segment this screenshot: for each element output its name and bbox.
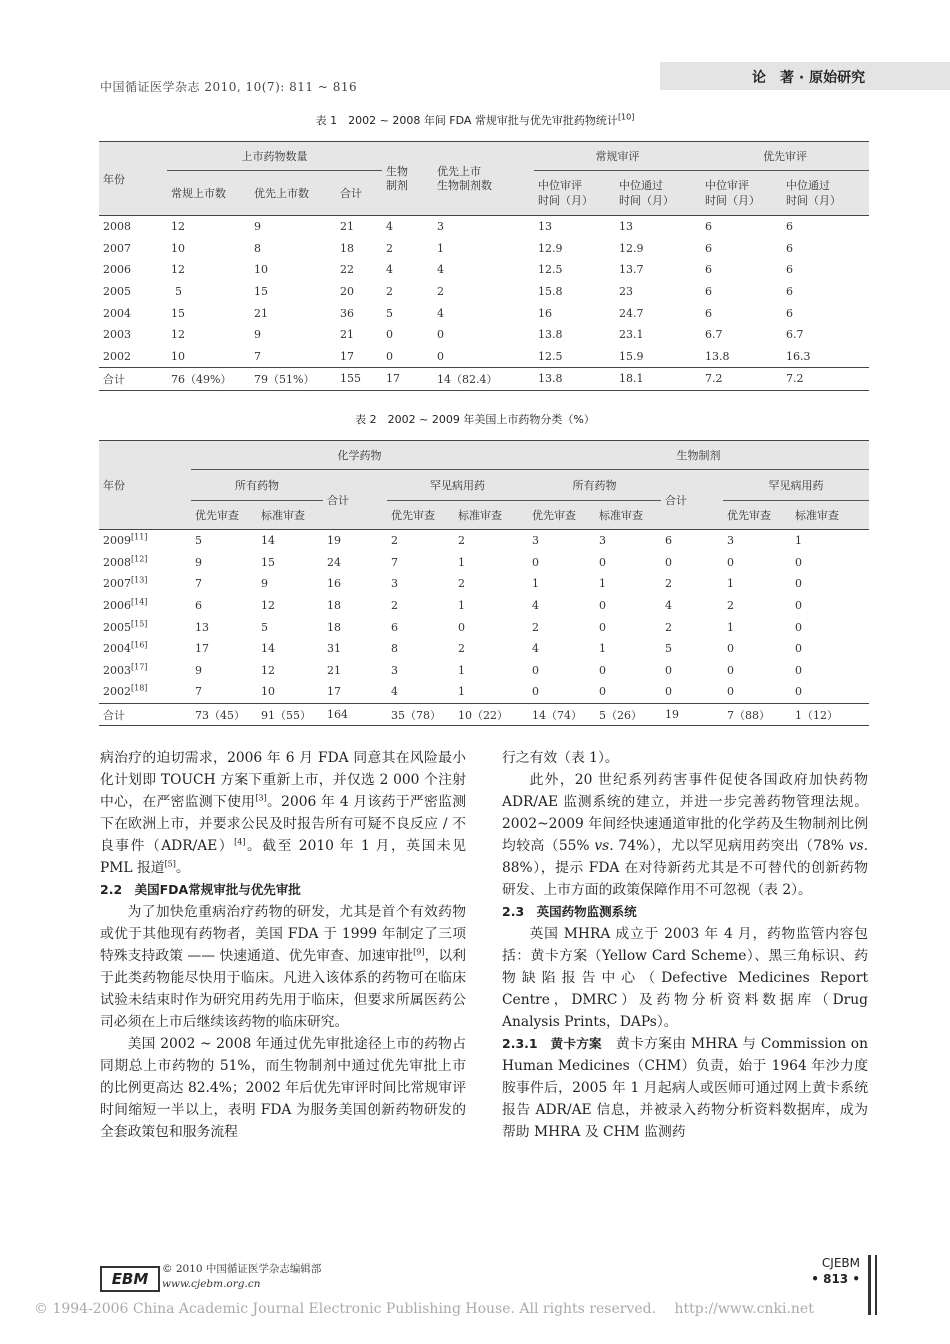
table-row: 2008[12] 9 15 24 7 1 0 0 0 0 0 [103, 554, 802, 569]
t1-h-prio-bio: 优先上市 生物制剂数 [433, 142, 534, 216]
footer-rule-thin [875, 1255, 877, 1315]
paragraph: 2.3.1 黄卡方案 黄卡方案由 MHRA 与 Commission on Human Medicines（CHM）负责，始于 1964 年沙力度胺事件后，2005 年 1 月起病人或医师可通过网上黄卡系统报告 ADR/AE 信息，并被录入药物分析资料数据库，成为帮助 MHRA 及 CHM 监测药 [502, 1036, 868, 1140]
t2-h-bio-total: 合计 [661, 470, 723, 530]
t2-h-chem-rare: 罕见病用药 [387, 470, 528, 501]
table-row: 2004 15 21 36 5 4 16 24.7 6 6 [103, 306, 793, 320]
table-row: 2005 5 15 20 2 2 15.8 23 6 6 [103, 285, 793, 299]
table-row: 2004[16] 17 14 31 8 2 4 1 5 0 0 [103, 640, 802, 656]
paragraph: 病治疗的迫切需求，2006 年 6 月 FDA 同意其在风险最小化计划即 TOUCH 方案下重新上市，并仅选 2 000 个注射中心，在严密监测下使用[3]。2006 年 4 月该药于严密监测下在欧洲上市，并要求公民及时报告所有可疑不良反应 / 不良事件（ADR/AE）[4]。截至 2010 年 1 月，英国未见 PML 报道[5]。 [100, 750, 466, 876]
t2-h-pri: 优先审查 [387, 501, 454, 530]
t2-h-pri: 优先审查 [723, 501, 791, 530]
publisher-url: www.cjebm.org.cn [162, 1278, 261, 1290]
t2-h-std: 标准审查 [595, 501, 661, 530]
table1 [99, 141, 869, 391]
table-row: 2003[17] 9 12 21 3 1 0 0 0 0 0 [103, 662, 802, 677]
t2-h-chem-all: 所有药物 [191, 470, 323, 501]
t1-h-listed: 上市药物数量 [167, 142, 382, 171]
t1-h-pri: 优先审评 [701, 142, 869, 171]
table-row: 2003 12 9 21 0 0 13.8 23.1 6.7 6.7 [103, 328, 804, 342]
right-column [502, 747, 868, 1143]
t1-h-year: 年份 [99, 142, 167, 216]
table2 [99, 440, 869, 726]
t2-h-pri: 优先审查 [191, 501, 257, 530]
left-column [100, 747, 466, 1143]
t1-h-bio: 生物 制剂 [382, 142, 433, 216]
paragraph: 行之有效（表 1）。 [502, 750, 619, 766]
paragraph: 英国 MHRA 成立于 2003 年 4 月，药物监管内容包括：黄卡方案（Yellow Card Scheme）、黑三角标识、药物缺陷报告中心（Defective Medicines Report Centre，DMRC）及药物分析资料数据库（Drug Analysis Prints，DAPs）。 [502, 926, 868, 1030]
t1-h-pri-review: 中位审评 时间（月） [701, 171, 782, 216]
table-row: 2006 12 10 22 4 4 12.5 13.7 6 6 [103, 263, 793, 277]
t2-h-std: 标准审查 [454, 501, 528, 530]
table-row: 2006[14] 6 12 18 2 1 4 0 4 2 0 [103, 597, 802, 613]
section-heading-2-3: 2.3 英国药物监测系统 [502, 904, 637, 919]
footer-rule-thick [868, 1255, 871, 1315]
t2-h-bio-all: 所有药物 [528, 470, 661, 501]
journal-citation: 中国循证医学杂志 2010, 10(7): 811 ~ 816 [100, 80, 358, 94]
t2-h-bio-rare: 罕见病用药 [723, 470, 869, 501]
t2-h-year: 年份 [99, 441, 191, 530]
cnki-copyright: © 1994-2006 China Academic Journal Electronic Publishing House. All rights reserved. http://www.cnki.net [34, 1301, 814, 1317]
t2-h-chem: 化学药物 [191, 441, 528, 470]
table-row: 2002[18] 7 10 17 4 1 0 0 0 0 0 [103, 683, 802, 699]
t1-h-total: 合计 [336, 171, 382, 216]
table-row: 2002 10 7 17 0 0 12.5 15.9 13.8 16.3 [103, 349, 811, 363]
table1-caption [0, 112, 950, 128]
table-row: 2009[11] 5 14 19 2 2 3 3 6 3 1 [103, 532, 802, 548]
t1-body [99, 216, 869, 391]
t2-body [99, 530, 869, 726]
table-row: 2005[15] 13 5 18 6 0 2 0 2 1 0 [103, 619, 802, 634]
t2-h-chem-total: 合计 [323, 470, 387, 530]
t1-h-std-review: 中位审评 时间（月） [534, 171, 615, 216]
paragraph: 美国 2002 ~ 2008 年通过优先审批途径上市的药物占同期总上市药物的 51%，而生物制剂中通过优先审批上市的比例更高达 82.4%；2002 年后优先审评时间比常规审评时间缩短一半以上，表明 FDA 为服务美国创新药物研发的全套政策包和服务流程 [100, 1036, 466, 1140]
table1-caption-text: 表 1 2002 ~ 2008 年间 FDA 常规审批与优先审批药物统计 [315, 114, 618, 127]
t1-h-std-pass: 中位通过 时间（月） [615, 171, 701, 216]
t1-h-pri-listed: 优先上市数 [250, 171, 336, 216]
paragraph: 此外，20 世纪系列药害事件促使各国政府加快药物 ADR/AE 监测系统的建立，并进一步完善药物管理法规。2002~2009 年间经快速通道审批的化学药及生物制剂比例均较高（55% vs. 74%），尤以罕见病用药突出（78% vs. 88%），提示 FDA 在对待新药尤其是不可替代的创新药物研发、上市方面的政策保障作用不可忽视（表 2）。 [502, 772, 868, 898]
table1-caption-ref: [10] [617, 112, 635, 122]
table-row: 2007 10 8 18 2 1 12.9 12.9 6 6 [103, 241, 793, 255]
page-number: • 813 • [811, 1272, 860, 1286]
t1-h-std-listed: 常规上市数 [167, 171, 250, 216]
paragraph: 为了加快危重病治疗药物的研发，尤其是首个有效药物或优于其他现有药物者，美国 FDA 于 1999 年制定了三项特殊支持政策 —— 快速通道、优先审查、加速审批[9]，以利于此类药物能尽快用于临床。凡进入该体系的药物可在临床试验未结束时作为研究用药先用于临床，但要求所属医药公司必须在上市后继续该药物的临床研究。 [100, 904, 466, 1030]
publisher-text: © 2010 中国循证医学杂志编辑部 [162, 1263, 322, 1275]
t2-h-std: 标准审查 [257, 501, 323, 530]
table-total-row: 合计 73（45） 91（55） 164 35（78） 10（22） 14（74） 5（26） 19 7（88） 1（12） [99, 703, 869, 726]
t2-h-bio: 生物制剂 [528, 441, 869, 470]
section-heading-2-2: 2.2 美国FDA常规审批与优先审批 [100, 882, 301, 897]
table-total-row: 合计 76（49%） 79（51%） 155 17 14（82.4） 13.8 18.1 7.2 7.2 [99, 368, 869, 391]
t2-h-pri: 优先审查 [528, 501, 595, 530]
table-row: 2008 12 9 21 4 3 13 13 6 6 [103, 220, 793, 234]
t1-h-pri-pass: 中位通过 时间（月） [782, 171, 869, 216]
t2-h-std: 标准审查 [791, 501, 869, 530]
footer-publisher [162, 1262, 321, 1292]
t1-h-std: 常规审评 [534, 142, 701, 171]
section-heading-2-3-1: 2.3.1 黄卡方案 [502, 1036, 602, 1051]
footer-page [805, 1255, 860, 1287]
journal-abbr: CJEBM [821, 1256, 860, 1270]
ebm-logo: EBM [100, 1266, 160, 1292]
table2-caption: 表 2 2002 ~ 2009 年美国上市药物分类（%） [355, 413, 595, 426]
table-row: 2007[13] 7 9 16 3 2 1 1 2 1 0 [103, 575, 802, 591]
section-label: 论 著 · 原始研究 [752, 70, 866, 86]
